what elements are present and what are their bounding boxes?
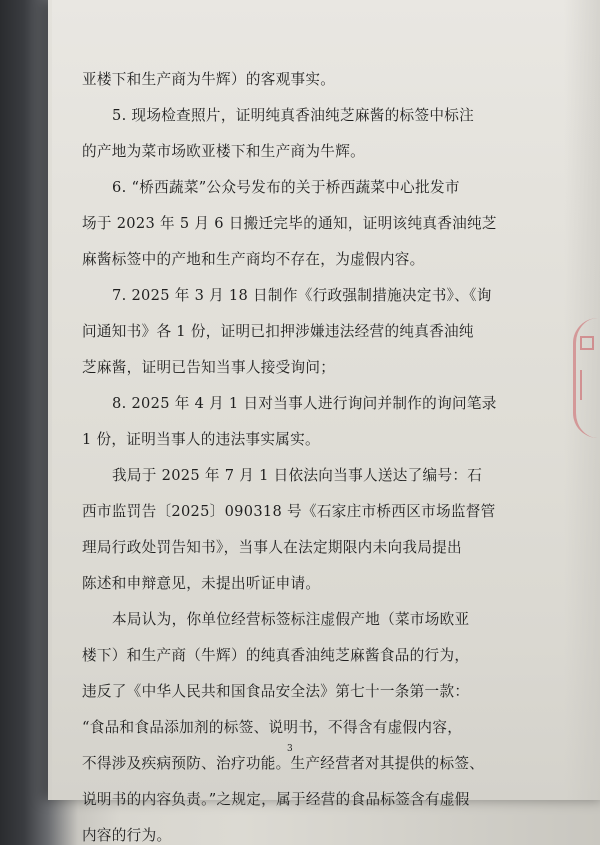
text-line: 场于 2023 年 5 月 6 日搬迁完毕的通知，证明该纯真香油纯芝 xyxy=(82,215,497,232)
seal-stamp-mark xyxy=(580,370,592,400)
text-line: 1 份，证明当事人的违法事实属实。 xyxy=(82,431,320,448)
text-line: 问通知书》各 1 份，证明已扣押涉嫌违法经营的纯真香油纯 xyxy=(82,323,474,340)
text-line: 的产地为菜市场欧亚楼下和生产商为牛辉。 xyxy=(82,143,365,160)
text-line: 6. “桥西蔬菜”公众号发布的关于桥西蔬菜中心批发市 xyxy=(112,179,460,196)
text-line: 理局行政处罚告知书》，当事人在法定期限内未向我局提出 xyxy=(82,539,462,556)
text-line: 楼下）和生产商（牛辉）的纯真香油纯芝麻酱食品的行为， xyxy=(82,647,470,664)
seal-stamp-edge xyxy=(573,318,598,438)
text-line: 我局于 2025 年 7 月 1 日依法向当事人送达了编号：石 xyxy=(112,467,483,484)
text-line: “食品和食品添加剂的标签、说明书，不得含有虚假内容， xyxy=(82,719,463,736)
page-number: 3 xyxy=(287,744,293,754)
seal-stamp-mark xyxy=(580,336,594,350)
text-line: 不得涉及疾病预防、治疗功能。生产经营者对其提供的标签、 xyxy=(82,755,485,772)
text-line: 内容的行为。 xyxy=(82,827,172,844)
text-line: 违反了《中华人民共和国食品安全法》第七十一条第一款： xyxy=(82,683,470,700)
text-line: 说明书的内容负责。”之规定，属于经营的食品标签含有虚假 xyxy=(82,791,470,808)
text-line: 7. 2025 年 3 月 18 日制作《行政强制措施决定书》、《询 xyxy=(112,287,492,304)
text-line: 芝麻酱，证明已告知当事人接受询问； xyxy=(82,359,336,376)
text-line: 麻酱标签中的产地和生产商均不存在，为虚假内容。 xyxy=(82,251,425,268)
text-line: 西市监罚告〔2025〕090318 号《石家庄市桥西区市场监督管 xyxy=(82,503,496,520)
text-line: 陈述和申辩意见，未提出听证申请。 xyxy=(82,575,321,592)
text-line: 本局认为，你单位经营标签标注虚假产地（菜市场欧亚 xyxy=(112,611,470,628)
text-line: 5. 现场检查照片，证明纯真香油纯芝麻酱的标签中标注 xyxy=(112,107,475,124)
text-line: 亚楼下和生产商为牛辉）的客观事实。 xyxy=(82,71,336,88)
text-line: 8. 2025 年 4 月 1 日对当事人进行询问并制作的询问笔录 xyxy=(112,395,497,412)
